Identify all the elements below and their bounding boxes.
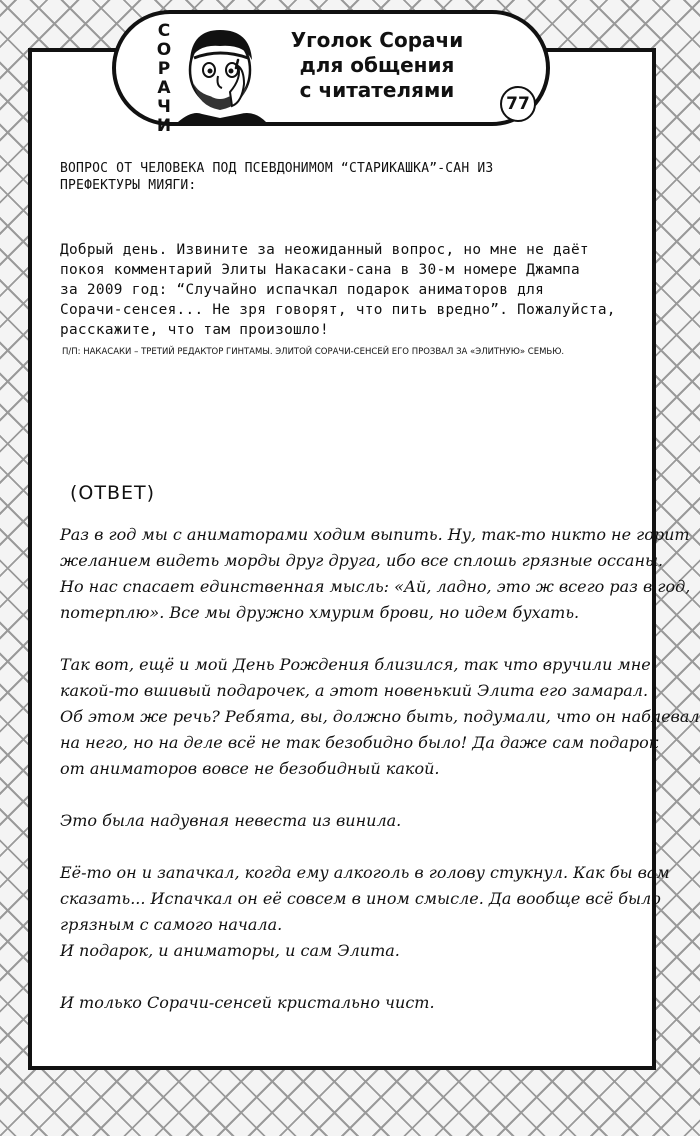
answer-paragraph <box>60 808 640 834</box>
question-from-line: ПРЕФЕКТУРЫ МИЯГИ: <box>60 178 197 193</box>
question-line: Добрый день. Извините за неожиданный вопрос, но мне не даёт <box>60 242 589 258</box>
question-line: Сорачи-сенсея... Не зря говорят, что пить вредно”. Пожалуйста, <box>60 302 616 318</box>
answer-line: Раз в год мы с аниматорами ходим выпить. Ну, так-то никто не горит <box>60 525 690 544</box>
vertical-letter: И <box>156 116 172 136</box>
title-line: Уголок Сорачи <box>290 28 464 52</box>
answer-line: И подарок, и аниматоры, и сам Элита. <box>60 941 400 960</box>
question-line: за 2009 год: “Случайно испачкал подарок аниматоров для <box>60 282 545 298</box>
answer-paragraph <box>60 990 640 1016</box>
title-line: для общения <box>299 53 455 77</box>
issue-number-badge: 77 <box>500 86 536 122</box>
answer-line: от аниматоров вовсе не безобидный какой. <box>60 759 440 778</box>
answer-line: Её-то он и запачкал, когда ему алкоголь в голову стукнул. Как бы вам <box>60 863 670 882</box>
answer-line: Так вот, ещё и мой День Рождения близился, так что вручили мне <box>60 655 651 674</box>
answer-line: какой-то вшивый подарочек, а этот новенький Элита его замарал. <box>60 681 649 700</box>
question-from <box>60 160 580 194</box>
title-line: с читателями <box>299 78 455 102</box>
answer-paragraph <box>60 652 700 782</box>
vertical-letter: Ч <box>157 97 171 117</box>
answer-paragraph <box>60 860 670 964</box>
answer-line: сказать... Испачкал он её совсем в ином смысле. Да вообще всё было <box>60 889 661 908</box>
answer-body <box>60 522 700 1016</box>
answer-line: И только Сорачи-сенсей кристально чист. <box>60 993 435 1012</box>
translator-note: П/П: НАКАСАКИ – ТРЕТИЙ РЕДАКТОР ГИНТАМЫ. ЭЛИТОЙ СОРАЧИ-СЕНСЕЙ ЕГО ПРОЗВАЛ ЗА «ЭЛИТНУЮ» СЕМЬЮ. <box>62 347 565 357</box>
corner-title <box>268 28 486 103</box>
answer-line: Об этом же речь? Ребята, вы, должно быть, подумали, что он наблевал <box>60 707 700 726</box>
question-text <box>60 240 616 340</box>
answer-line: на него, но на деле всё не так безобидно было! Да даже сам подарок <box>60 733 659 752</box>
answer-line: Но нас спасает единственная мысль: «Ай, ладно, это ж всего раз в год, <box>60 577 691 596</box>
answer-paragraph <box>60 522 691 626</box>
vertical-letter: С <box>157 21 171 41</box>
question-from-line: ВОПРОС ОТ ЧЕЛОВЕКА ПОД ПСЕВДОНИМОМ “СТАРИКАШКА”-САН ИЗ <box>60 161 494 176</box>
author-avatar-illustration <box>172 18 272 124</box>
question-line: покоя комментарий Элиты Накасаки-сана в 30-м номере Джампа <box>60 262 580 278</box>
answer-heading: (ОТВЕТ) <box>70 482 156 504</box>
vertical-letter: О <box>156 40 172 60</box>
question-line: расскажите, что там произошло! <box>60 322 329 338</box>
answer-line: потерплю». Все мы дружно хмурим брови, но идем бухать. <box>60 603 580 622</box>
answer-line: желанием видеть морды друг друга, ибо все сплошь грязные оссаны. <box>60 551 664 570</box>
vertical-letter: А <box>157 78 171 98</box>
answer-line: Это была надувная невеста из винила. <box>60 811 402 830</box>
vertical-letter: Р <box>157 59 171 79</box>
answer-line: грязным с самого начала. <box>60 915 283 934</box>
